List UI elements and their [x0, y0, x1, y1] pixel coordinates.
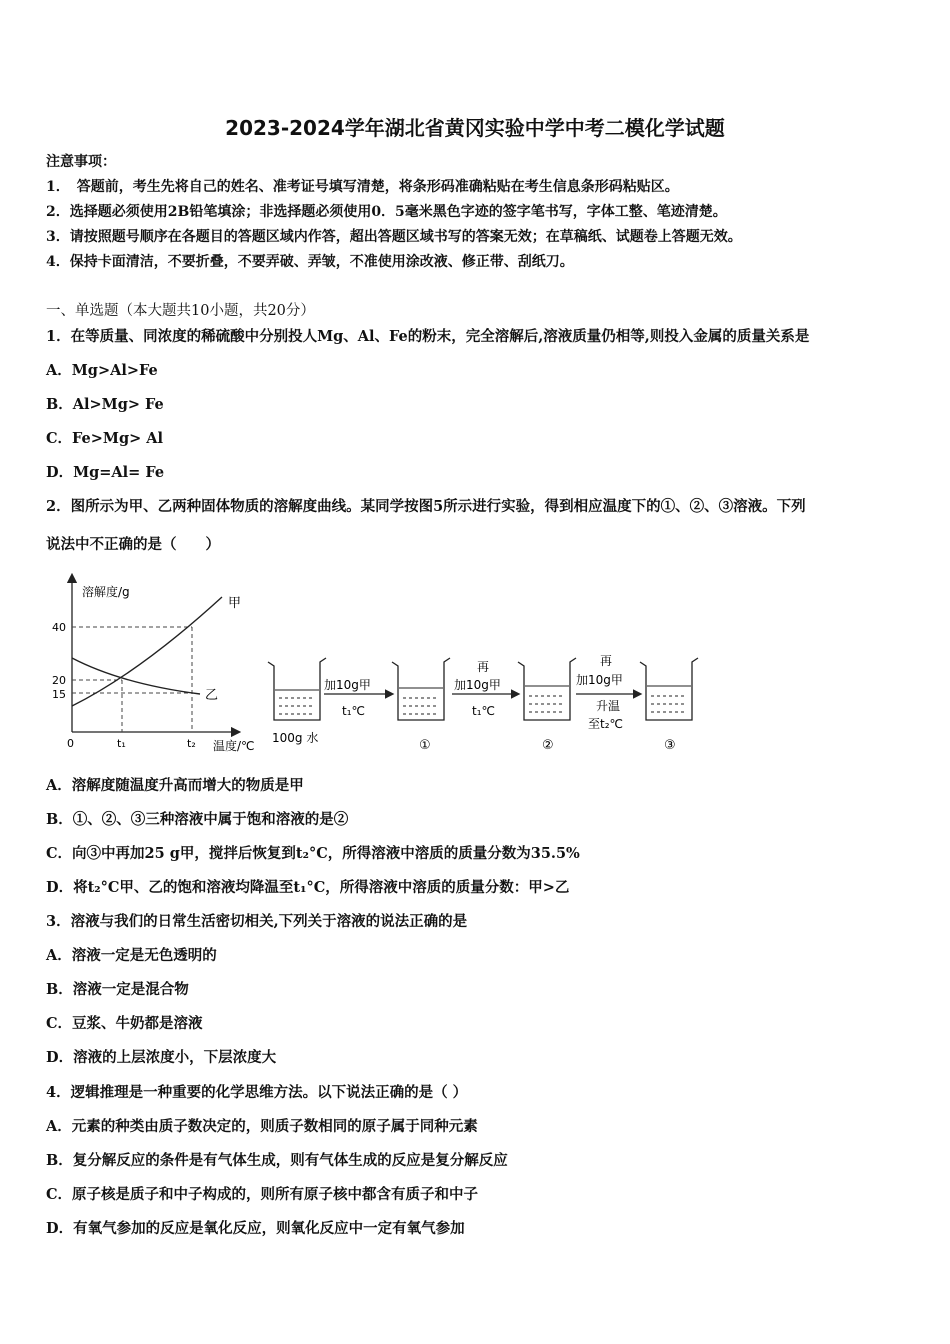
y-tick-20: 20: [52, 674, 66, 687]
step3-top: 加10g甲: [576, 673, 623, 687]
step3-mid: 升温: [596, 699, 621, 713]
y-tick-15: 15: [52, 688, 66, 701]
x-tick-t2: t₂: [187, 737, 196, 750]
q3-option-c: C．豆浆、牛奶都是溶液: [46, 1015, 203, 1032]
notice-item: 4．保持卡面清洁，不要折叠，不要弄破、弄皱，不准使用涂改液、修正带、刮纸刀。: [46, 254, 574, 270]
curve-label-yi: 乙: [205, 688, 219, 703]
step2-pre: 再: [477, 660, 490, 674]
q2-option-c: C．向③中再加25 g甲，搅拌后恢复到t₂°C，所得溶液中溶质的质量分数为35.5%: [46, 845, 580, 862]
q4-option-b: B．复分解反应的条件是有气体生成，则有气体生成的反应是复分解反应: [46, 1152, 508, 1169]
q1-option-d: D．Mg=Al= Fe: [46, 464, 165, 481]
beaker-water: [268, 658, 326, 720]
curve-label-jia: 甲: [228, 596, 242, 611]
label-3: ③: [664, 738, 676, 753]
step3-bottom: 至t₂℃: [588, 717, 623, 731]
beaker-1: [392, 658, 450, 720]
curve-yi: [72, 658, 200, 694]
q1-option-b: B．Al>Mg> Fe: [46, 396, 164, 413]
x-axis-label: 温度/℃: [213, 739, 255, 753]
notice-item: 1． 答题前，考生先将自己的姓名、准考证号填写清楚，将条形码准确粘贴在考生信息条形码粘贴区。: [46, 179, 679, 195]
start-label: 100g 水: [272, 731, 319, 745]
step1-bottom: t₁℃: [342, 704, 365, 718]
q3-option-b: B．溶液一定是混合物: [46, 981, 189, 998]
label-1: ①: [419, 738, 431, 753]
section-heading: 一、单选题（本大题共10小题，共20分）: [46, 303, 315, 319]
q1-option-c: C．Fe>Mg> Al: [46, 430, 164, 447]
x-tick-0: 0: [67, 737, 74, 750]
step2-bottom: t₁℃: [472, 704, 495, 718]
y-axis-label: 溶解度/g: [82, 585, 130, 599]
q2-option-a: A．溶解度随温度升高而增大的物质是甲: [46, 777, 304, 794]
q2-stem-line1: 2．图所示为甲、乙两种固体物质的溶解度曲线。某同学按图5所示进行实验，得到相应温度下的①、②、③溶液。下列: [46, 498, 806, 515]
beaker-3: [640, 658, 698, 720]
q2-option-d: D．将t₂°C甲、乙的饱和溶液均降温至t₁°C，所得溶液中溶质的质量分数：甲>乙: [46, 879, 570, 896]
notice-item: 2．选择题必须使用2B铅笔填涂；非选择题必须使用0．5毫米黑色字迹的签字笔书写，字体工整、笔迹清楚。: [46, 204, 727, 220]
q1-stem: 1．在等质量、同浓度的稀硫酸中分别投人Mg、Al、Fe的粉末，完全溶解后,溶液质量仍相等,则投入金属的质量关系是: [46, 328, 810, 345]
q3-option-d: D．溶液的上层浓度小，下层浓度大: [46, 1049, 277, 1066]
step1-top: 加10g甲: [324, 678, 371, 692]
q3-option-a: A．溶液一定是无色透明的: [46, 947, 217, 964]
q3-stem: 3．溶液与我们的日常生活密切相关,下列关于溶液的说法正确的是: [46, 913, 468, 930]
q1-option-a: A．Mg>Al>Fe: [46, 362, 158, 379]
page-title: 2023-2024学年湖北省黄冈实验中学中考二模化学试题: [225, 116, 725, 140]
q2-stem-line2: 说法中不正确的是（ ）: [46, 536, 220, 553]
q4-option-c: C．原子核是质子和中子构成的，则所有原子核中都含有质子和中子: [46, 1186, 479, 1203]
q4-option-d: D．有氧气参加的反应是氧化反应，则氧化反应中一定有氧气参加: [46, 1220, 465, 1237]
experiment-flow: [262, 648, 707, 758]
label-2: ②: [542, 738, 554, 753]
x-tick-t1: t₁: [117, 737, 126, 750]
q4-stem: 4．逻辑推理是一种重要的化学思维方法。以下说法正确的是（ ）: [46, 1084, 468, 1101]
notice-item: 3．请按照题号顺序在各题目的答题区域内作答，超出答题区域书写的答案无效；在草稿纸、试题卷上答题无效。: [46, 229, 742, 245]
curve-jia: [72, 597, 222, 706]
y-tick-40: 40: [52, 621, 66, 634]
step3-pre: 再: [600, 654, 613, 668]
beaker-2: [518, 658, 576, 720]
step2-top: 加10g甲: [454, 678, 501, 692]
notice-heading: 注意事项：: [46, 154, 116, 170]
q2-option-b: B．①、②、③三种溶液中属于饱和溶液的是②: [46, 811, 349, 828]
solubility-graph: [40, 572, 270, 757]
q4-option-a: A．元素的种类由质子数决定的，则质子数相同的原子属于同种元素: [46, 1118, 478, 1135]
